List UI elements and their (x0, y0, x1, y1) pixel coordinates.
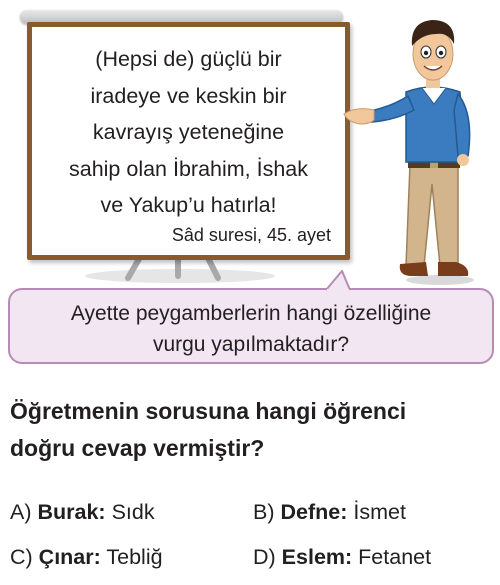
bubble-line: vurgu yapılmaktadır? (152, 333, 350, 356)
bubble-question (10, 298, 492, 360)
option-answer: İsmet (353, 500, 406, 524)
quote-line: kavrayış yeteneğine (92, 120, 285, 144)
verse-source: Sâd suresi, 45. ayet (171, 225, 331, 245)
option-letter: B) (253, 500, 275, 524)
quote-line: iradeye ve keskin bir (90, 83, 287, 108)
verse-quote (32, 41, 345, 224)
option-answer: Tebliğ (106, 545, 163, 569)
option-student-name: Defne: (280, 500, 348, 524)
option-letter: C) (10, 545, 33, 569)
bubble-tail-icon (320, 270, 360, 292)
option-student-name: Eslem: (281, 545, 353, 569)
question-text (10, 393, 494, 467)
option-d[interactable] (253, 545, 431, 570)
question-line: Öğretmenin sorusuna hangi öğrenci (10, 398, 407, 424)
teacher-figure-icon (340, 14, 490, 286)
quote-line: sahip olan İbrahim, İshak (68, 156, 309, 181)
quote-line: ve Yakup’u hatırla! (100, 193, 277, 217)
option-c[interactable] (10, 545, 163, 570)
speech-bubble (8, 288, 494, 364)
option-a[interactable] (10, 500, 155, 525)
option-student-name: Burak: (37, 500, 106, 524)
option-answer: Fetanet (358, 545, 432, 569)
question-line: doğru cevap vermiştir? (10, 435, 265, 461)
option-answer: Sıdk (111, 500, 155, 524)
option-letter: D) (253, 545, 276, 569)
quote-line: (Hepsi de) güçlü bir (95, 47, 282, 71)
option-student-name: Çınar: (38, 545, 101, 569)
bubble-line: Ayette peygamberlerin hangi özelliğine (70, 302, 432, 325)
whiteboard (27, 22, 350, 260)
option-b[interactable] (253, 500, 406, 525)
option-letter: A) (10, 500, 32, 524)
